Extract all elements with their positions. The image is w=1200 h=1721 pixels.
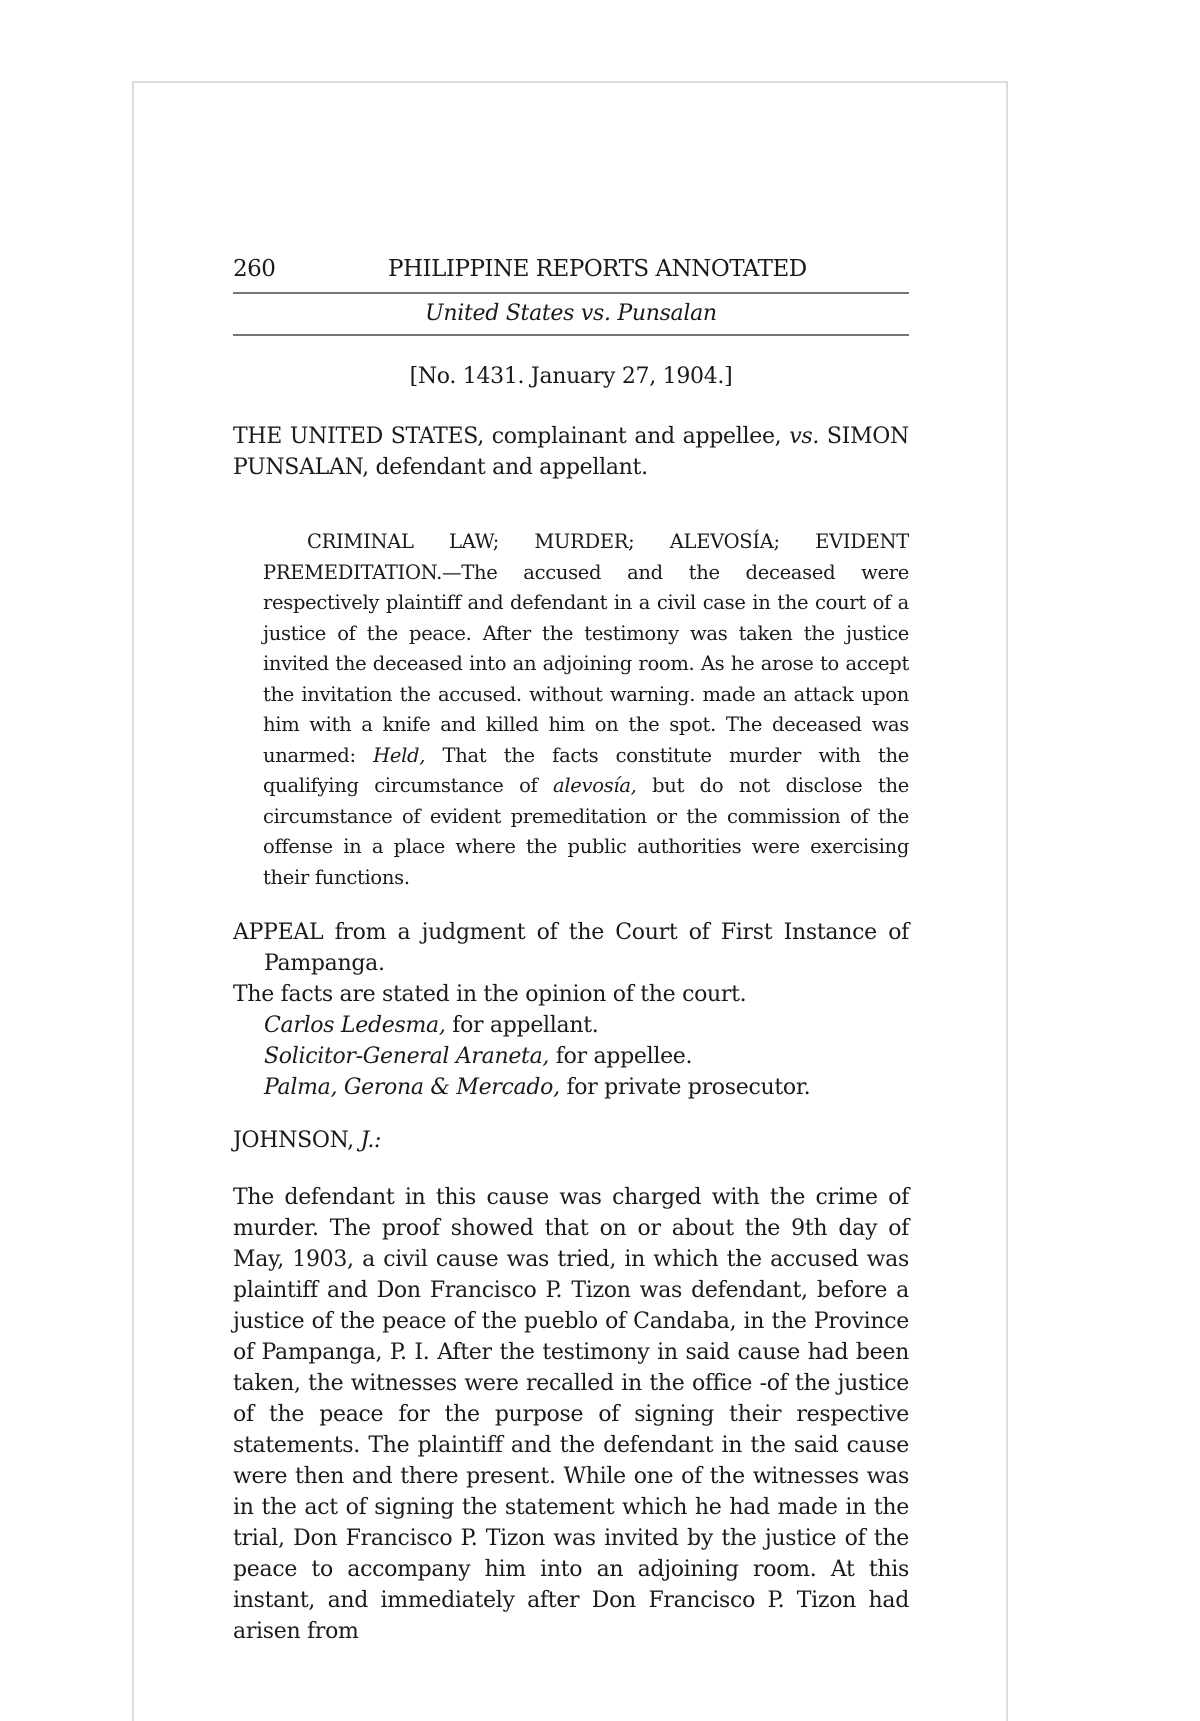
facts-statement: The facts are stated in the opinion of the court. [233, 982, 747, 1007]
counsel-line [233, 1072, 909, 1103]
page-number: 260 [233, 256, 276, 282]
header-rule-bottom [233, 334, 909, 336]
defendant-party: SIMON PUNSALAN, defendant and appellant. [233, 424, 909, 480]
counsel-line [233, 1041, 909, 1072]
counsel-role: for appellee. [555, 1044, 693, 1069]
syllabus-alevosia: alevosía, [553, 774, 637, 797]
journal-title: PHILIPPINE REPORTS ANNOTATED [388, 256, 807, 282]
appeal-statement: APPEAL from a judgment of the Court of First Instance of Pampanga. [233, 920, 909, 976]
running-header [233, 252, 909, 292]
plaintiff-party: THE UNITED STATES, complainant and appellee, [233, 424, 782, 449]
counsel-name: Palma, Gerona & Mercado, [264, 1075, 560, 1100]
syllabus-held: Held, [373, 743, 426, 767]
judge-name: JOHNSON, [233, 1128, 354, 1153]
counsel-role: for private prosecutor. [566, 1075, 811, 1100]
docket-number: [No. 1431. January 27, 1904.] [409, 364, 733, 389]
syllabus-text-3: but do not disclose the circumstance of evident premeditation or the commission of the offense in a place where the public authorities were exercising their functions. [263, 774, 909, 889]
case-parties [233, 421, 909, 483]
counsel-name: Solicitor-General Araneta, [264, 1044, 550, 1069]
syllabus-text-1: CRIMINAL LAW; MURDER; ALEVOSÍA; EVIDENT PREMEDITATION.—The accused and the deceased were respectively plaintiff and defendant in a civil case in the court of a justice of the peace. After the testimony was taken the justice invited the deceased into an adjoining room. As he arose to accept the invitation the accused. without warning. made an attack upon him with a knife and killed him on the spot. The deceased was unarmed: [263, 530, 909, 767]
page-content [233, 252, 909, 1647]
case-short-title: United States vs. Punsalan [425, 301, 717, 326]
judge-title: J.: [360, 1128, 382, 1153]
counsel-line [233, 1010, 909, 1041]
counsel-role: for appellant. [452, 1013, 599, 1038]
syllabus-text-2: That the facts constitute murder with the qualifying circumstance of [263, 743, 910, 797]
counsel-name: Carlos Ledesma, [264, 1013, 446, 1038]
syllabus [263, 527, 909, 893]
judge-heading [233, 1125, 909, 1156]
versus: vs. [789, 424, 820, 449]
opinion-text: The defendant in this cause was charged with the crime of murder. The proof showed that on or about the 9th day of May, 1903, a civil cause was tried, in which the accused was plaintiff and Don Francisco P. Tizon was defendant, before a justice of the peace of the pueblo of Candaba, in the Province of Pampanga, P. I. After the testimony in said cause had been taken, the witnesses were recalled in the office -of the justice of the peace for the purpose of signing their respective statements. The plaintiff and the defendant in the said cause were then and there present. While one of the witnesses was in the act of signing the statement which he had made in the trial, Don Francisco P. Tizon was invited by the justice of the peace to accompany him into an adjoining room. At this instant, and immediately after Don Francisco P. Tizon had arisen from [233, 1185, 909, 1644]
